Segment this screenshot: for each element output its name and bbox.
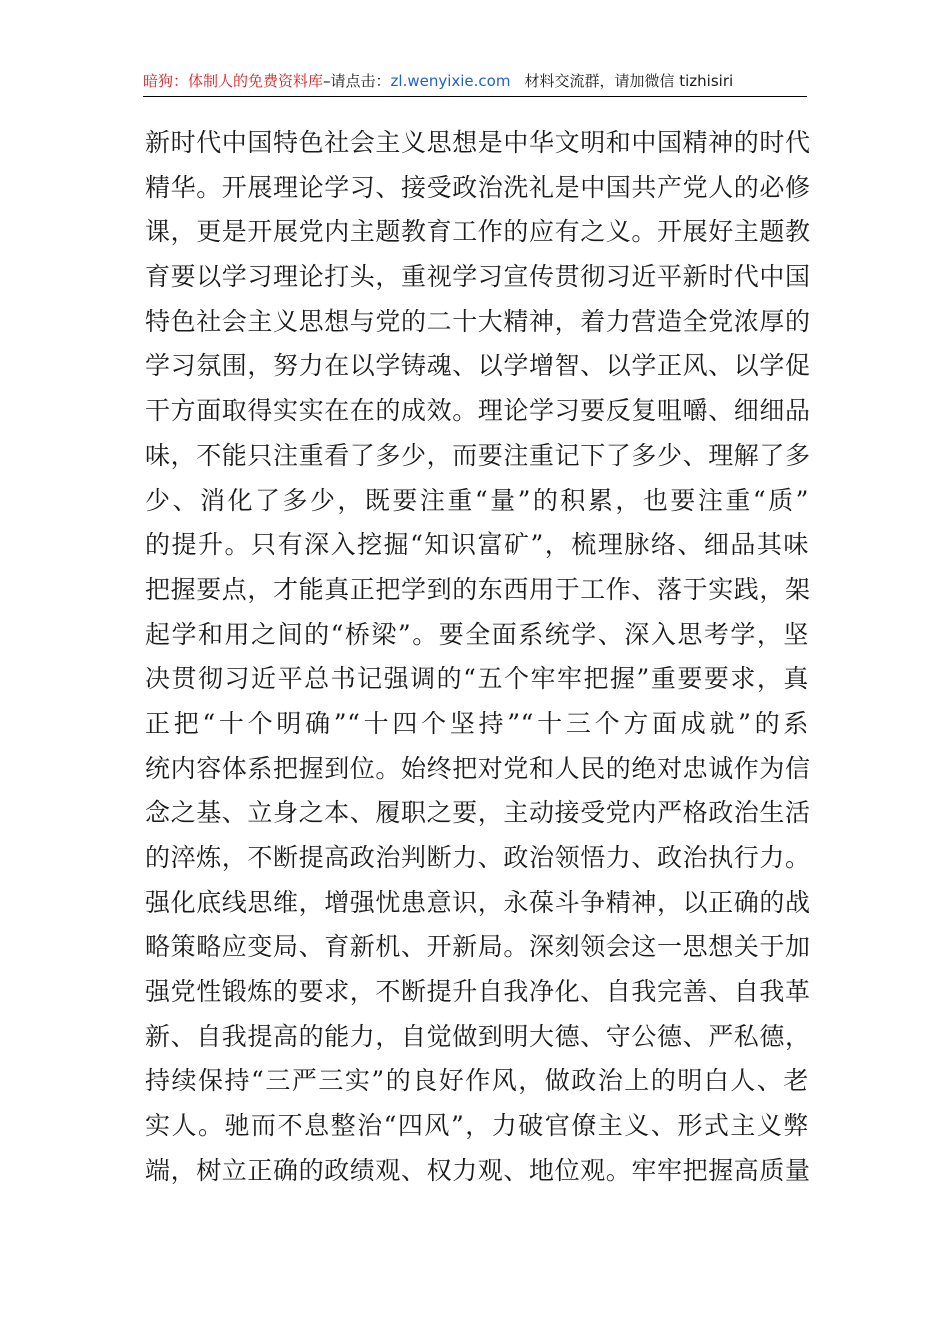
text-line: 课，更是开展党内主题教育工作的应有之义。开展好主题教 [145, 217, 811, 247]
click-prompt: –请点击： [323, 72, 391, 90]
text-line: 端，树立正确的政绩观、权力观、地位观。牢牢把握高质量 [145, 1155, 811, 1185]
text-line: 把握要点，才能真正把学到的东西用于工作、落于实践，架 [145, 574, 811, 604]
text-line: 味，不能只注重看了多少，而要注重记下了多少、理解了多 [145, 440, 811, 470]
text-line: 育要以学习理论打头，重视学习宣传贯彻习近平新时代中国 [145, 262, 811, 292]
text-line: 新时代中国特色社会主义思想是中华文明和中国精神的时代 [145, 128, 811, 157]
text-line: 强党性锻炼的要求，不断提升自我净化、自我完善、自我革 [145, 977, 811, 1007]
text-line: 略策略应变局、育新机、开新局。深刻领会这一思想关于加 [145, 932, 811, 962]
text-line: 统内容体系把握到位。始终把对党和人民的绝对忠诚作为信 [145, 753, 811, 783]
text-line: 的淬炼，不断提高政治判断力、政治领悟力、政治执行力。 [145, 843, 811, 872]
site-link[interactable]: zl.wenyixie.com [390, 72, 511, 90]
text-line: 实人。驰而不息整治“四风”，力破官僚主义、形式主义弊 [145, 1111, 809, 1141]
wechat-note: 材料交流群，请加微信 tizhisiri [524, 72, 734, 90]
text-line: 持续保持“三严三实”的良好作风，做政治上的明白人、老 [145, 1066, 809, 1096]
text-line: 精华。开展理论学习、接受政治洗礼是中国共产党人的必修 [145, 172, 811, 202]
text-line: 新、自我提高的能力，自觉做到明大德、守公德、严私德， [145, 1021, 811, 1051]
text-line: 的提升。只有深入挖掘“知识富矿”，梳理脉络、细品其味 [145, 530, 809, 560]
text-line: 正把“十个明确”“十四个坚持”“十三个方面成就”的系 [145, 708, 809, 738]
text-line: 念之基、立身之本、履职之要，主动接受党内严格政治生活 [145, 798, 811, 828]
text-line: 学习氛围，努力在以学铸魂、以学增智、以学正风、以学促 [145, 351, 811, 381]
text-line: 决贯彻习近平总书记强调的“五个牢牢把握”重要要求，真 [145, 664, 809, 694]
text-line: 起学和用之间的“桥梁”。要全面系统学、深入思考学，坚 [145, 619, 809, 649]
text-line: 干方面取得实实在在的成效。理论学习要反复咀嚼、细细品 [145, 396, 811, 426]
body-text [145, 121, 809, 1194]
page-header [143, 66, 807, 97]
text-line: 特色社会主义思想与党的二十大精神，着力营造全党浓厚的 [145, 306, 811, 336]
text-line: 少、消化了多少，既要注重“量”的积累，也要注重“质” [145, 485, 809, 515]
text-line: 强化底线思维，增强忧患意识，永葆斗争精神，以正确的战 [145, 887, 811, 917]
site-name: 暗狗：体制人的免费资料库 [143, 72, 324, 90]
